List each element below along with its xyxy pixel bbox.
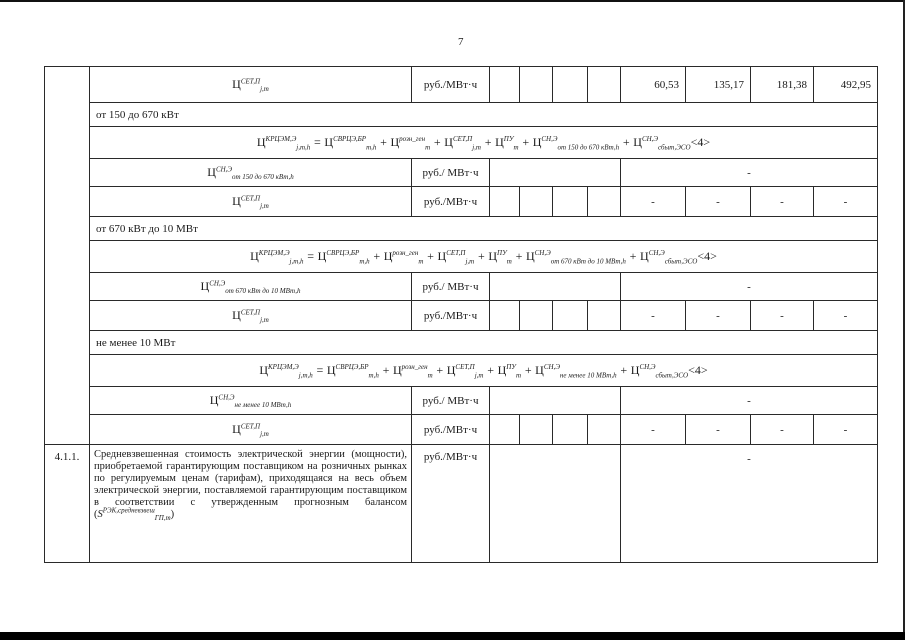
empty-cell (490, 187, 520, 217)
empty-cell (490, 445, 621, 563)
value-cell: - (621, 301, 686, 331)
empty-cell (520, 415, 553, 445)
value-cell: - (621, 273, 878, 301)
formula-row (45, 127, 878, 159)
row-description: Средневзвешенная стоимость электрической энергии (мощности), приобретаемой гарантирующим поставщиком на розничных рынках по регулируемым ценам (тарифам), приходящаяся на весь объем электрической энергии, поставляемой гарантирующим поставщиком в соответствии с утвержденным прогнозным балансом $(S^{РЭК,средневзвеш}_{ГП,m})$ (90, 445, 412, 563)
unit-cell: руб./МВт·ч (412, 67, 490, 103)
empty-cell (490, 301, 520, 331)
symbol-sn: $Ц^{СН,Э}_{от 670 кВт до 10 МВт,h}$ (90, 273, 412, 301)
tariff-table (44, 66, 878, 563)
value-cell: 135,17 (686, 67, 751, 103)
empty-cell (490, 415, 520, 445)
empty-cell (490, 273, 621, 301)
value-cell: - (814, 187, 878, 217)
section-heading-row (45, 217, 878, 241)
symbol-sn: $Ц^{СН,Э}_{от 150 до 670 кВт,h}$ (90, 159, 412, 187)
table-row (45, 387, 878, 415)
value-cell: - (814, 415, 878, 445)
formula-row (45, 241, 878, 273)
table-row (45, 273, 878, 301)
empty-cell (553, 415, 588, 445)
empty-cell (520, 67, 553, 103)
row-index: 4.1.1. (45, 445, 90, 563)
empty-cell (490, 159, 621, 187)
symbol-pv: $Ц^{СЕТ,П}_{j,m}$ (90, 67, 412, 103)
section-title: от 150 до 670 кВт (90, 103, 878, 127)
value-cell: - (621, 415, 686, 445)
empty-cell (588, 187, 621, 217)
formula-row (45, 355, 878, 387)
unit-cell: руб./МВт·ч (412, 187, 490, 217)
unit-cell: руб./МВт·ч (412, 301, 490, 331)
symbol-pv: $Ц^{СЕТ,П}_{j,m}$ (90, 415, 412, 445)
value-cell: - (751, 301, 814, 331)
symbol-sn: $Ц^{СН,Э}_{не менее 10 МВт,h}$ (90, 387, 412, 415)
section-heading-row (45, 331, 878, 355)
value-cell: - (751, 415, 814, 445)
empty-cell (553, 67, 588, 103)
price-formula: $Ц^{КРЦЭМ,Э}_{j,m,h} = Ц^{СВРЦЭ,БР}_{m,h} + Ц^{розн\_ген}_m + Ц^{СЕТ,П}_{j,m} + Ц^{ПУ}_m + Ц^{СН,Э}_{от 150 до 670 кВт,h} + Ц^{СН,Э}_{сбыт,ЭСО}<4>$ (90, 127, 878, 159)
price-formula: $Ц^{КРЦЭМ,Э}_{j,m,h} = Ц^{СВРЦЭ,БР}_{m,h} + Ц^{розн\_ген}_m + Ц^{СЕТ,П}_{j,m} + Ц^{ПУ}_m + Ц^{СН,Э}_{не менее 10 МВт,h} + Ц^{СН,Э}_{сбыт,ЭСО}<4>$ (90, 355, 878, 387)
page-border-bottom (0, 632, 905, 640)
section-title: не менее 10 МВт (90, 331, 878, 355)
price-formula: $Ц^{КРЦЭМ,Э}_{j,m,h} = Ц^{СВРЦЭ,БР}_{m,h} + Ц^{розн\_ген}_m + Ц^{СЕТ,П}_{j,m} + Ц^{ПУ}_m + Ц^{СН,Э}_{от 670 кВт до 10 МВт,h} + Ц^{СН,Э}_{сбыт,ЭСО}<4>$ (90, 241, 878, 273)
unit-cell: руб./ МВт·ч (412, 387, 490, 415)
index-cell-empty (45, 67, 90, 445)
value-cell: - (621, 387, 878, 415)
table-row (45, 301, 878, 331)
value-cell: - (686, 187, 751, 217)
empty-cell (588, 415, 621, 445)
unit-cell: руб./МВт·ч (412, 445, 490, 563)
section-heading-row (45, 103, 878, 127)
empty-cell (520, 187, 553, 217)
value-cell: 181,38 (751, 67, 814, 103)
value-cell: 60,53 (621, 67, 686, 103)
unit-cell: руб./ МВт·ч (412, 273, 490, 301)
value-cell: - (621, 159, 878, 187)
empty-cell (490, 387, 621, 415)
empty-cell (520, 301, 553, 331)
empty-cell (588, 301, 621, 331)
value-cell: 492,95 (814, 67, 878, 103)
empty-cell (553, 187, 588, 217)
table-row (45, 67, 878, 103)
section-title: от 670 кВт до 10 МВт (90, 217, 878, 241)
value-cell: - (751, 187, 814, 217)
empty-cell (588, 67, 621, 103)
table-row (45, 159, 878, 187)
page-border-top (0, 0, 905, 2)
value-cell: - (621, 445, 878, 563)
empty-cell (553, 301, 588, 331)
value-cell: - (621, 187, 686, 217)
unit-cell: руб./ МВт·ч (412, 159, 490, 187)
symbol-pv: $Ц^{СЕТ,П}_{j,m}$ (90, 301, 412, 331)
table-row (45, 187, 878, 217)
value-cell: - (814, 301, 878, 331)
value-cell: - (686, 301, 751, 331)
page-number: 7 (458, 36, 464, 48)
value-cell: - (686, 415, 751, 445)
table-row (45, 445, 878, 563)
empty-cell (490, 67, 520, 103)
symbol-pv: $Ц^{СЕТ,П}_{j,m}$ (90, 187, 412, 217)
unit-cell: руб./МВт·ч (412, 415, 490, 445)
table-row (45, 415, 878, 445)
